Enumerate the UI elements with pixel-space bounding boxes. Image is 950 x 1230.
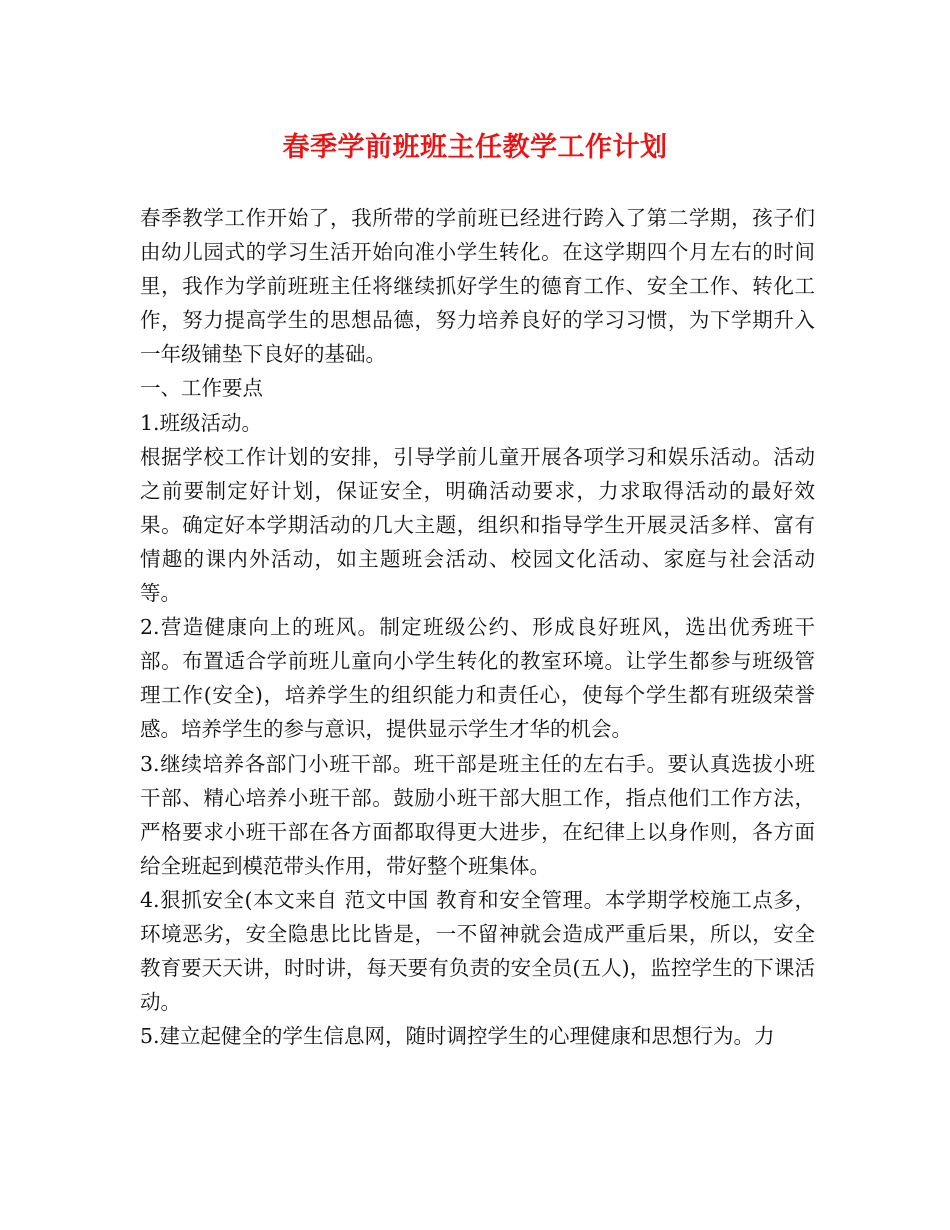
page-title: 春季学前班班主任教学工作计划	[282, 132, 668, 163]
paragraph: 根据学校工作计划的安排，引导学前儿童开展各项学习和娱乐活动。活动之前要制定好计划，保证安全，明确活动要求，力求取得活动的最好效果。确定好本学期活动的几大主题，组织和指导学生开展灵活多样、富有情趣的课内外活动，如主题班会活动、校园文化活动、家庭与社会活动等。	[140, 444, 815, 606]
document-body	[140, 201, 815, 1053]
item-heading: 1.班级活动。	[140, 410, 263, 435]
paragraph: 2.营造健康向上的班风。制定班级公约、形成良好班风，选出优秀班干部。布置适合学前班儿童向小学生转化的教室环境。让学生都参与班级管理工作(安全)，培养学生的组织能力和责任心，使每个学生都有班级荣誉感。培养学生的参与意识，提供显示学生才华的机会。	[140, 615, 815, 742]
paragraph: 3.继续培养各部门小班干部。班干部是班主任的左右手。要认真选拔小班干部、精心培养小班干部。鼓励小班干部大胆工作，指点他们工作方法，严格要求小班干部在各方面都取得更大进步，在纪律上以身作则，各方面给全班起到模范带头作用，带好整个班集体。	[140, 751, 815, 878]
intro-paragraph: 春季教学工作开始了，我所带的学前班已经进行跨入了第二学期，孩子们由幼儿园式的学习生活开始向准小学生转化。在这学期四个月左右的时间里，我作为学前班班主任将继续抓好学生的德育工作、安全工作、转化工作，努力提高学生的思想品德，努力培养良好的学习习惯，为下学期升入一年级铺垫下良好的基础。	[140, 206, 815, 367]
section-heading: 一、工作要点	[140, 376, 263, 401]
paragraph: 5.建立起健全的学生信息网，随时调控学生的心理健康和思想行为。力	[140, 1024, 775, 1049]
paragraph: 4.狠抓安全(本文来自 范文中国 教育和安全管理。本学期学校施工点多，环境恶劣，安全隐患比比皆是，一不留神就会造成严重后果，所以，安全教育要天天讲，时时讲，每天要有负责的安全员(五人)，监控学生的下课活动。	[140, 887, 815, 1015]
